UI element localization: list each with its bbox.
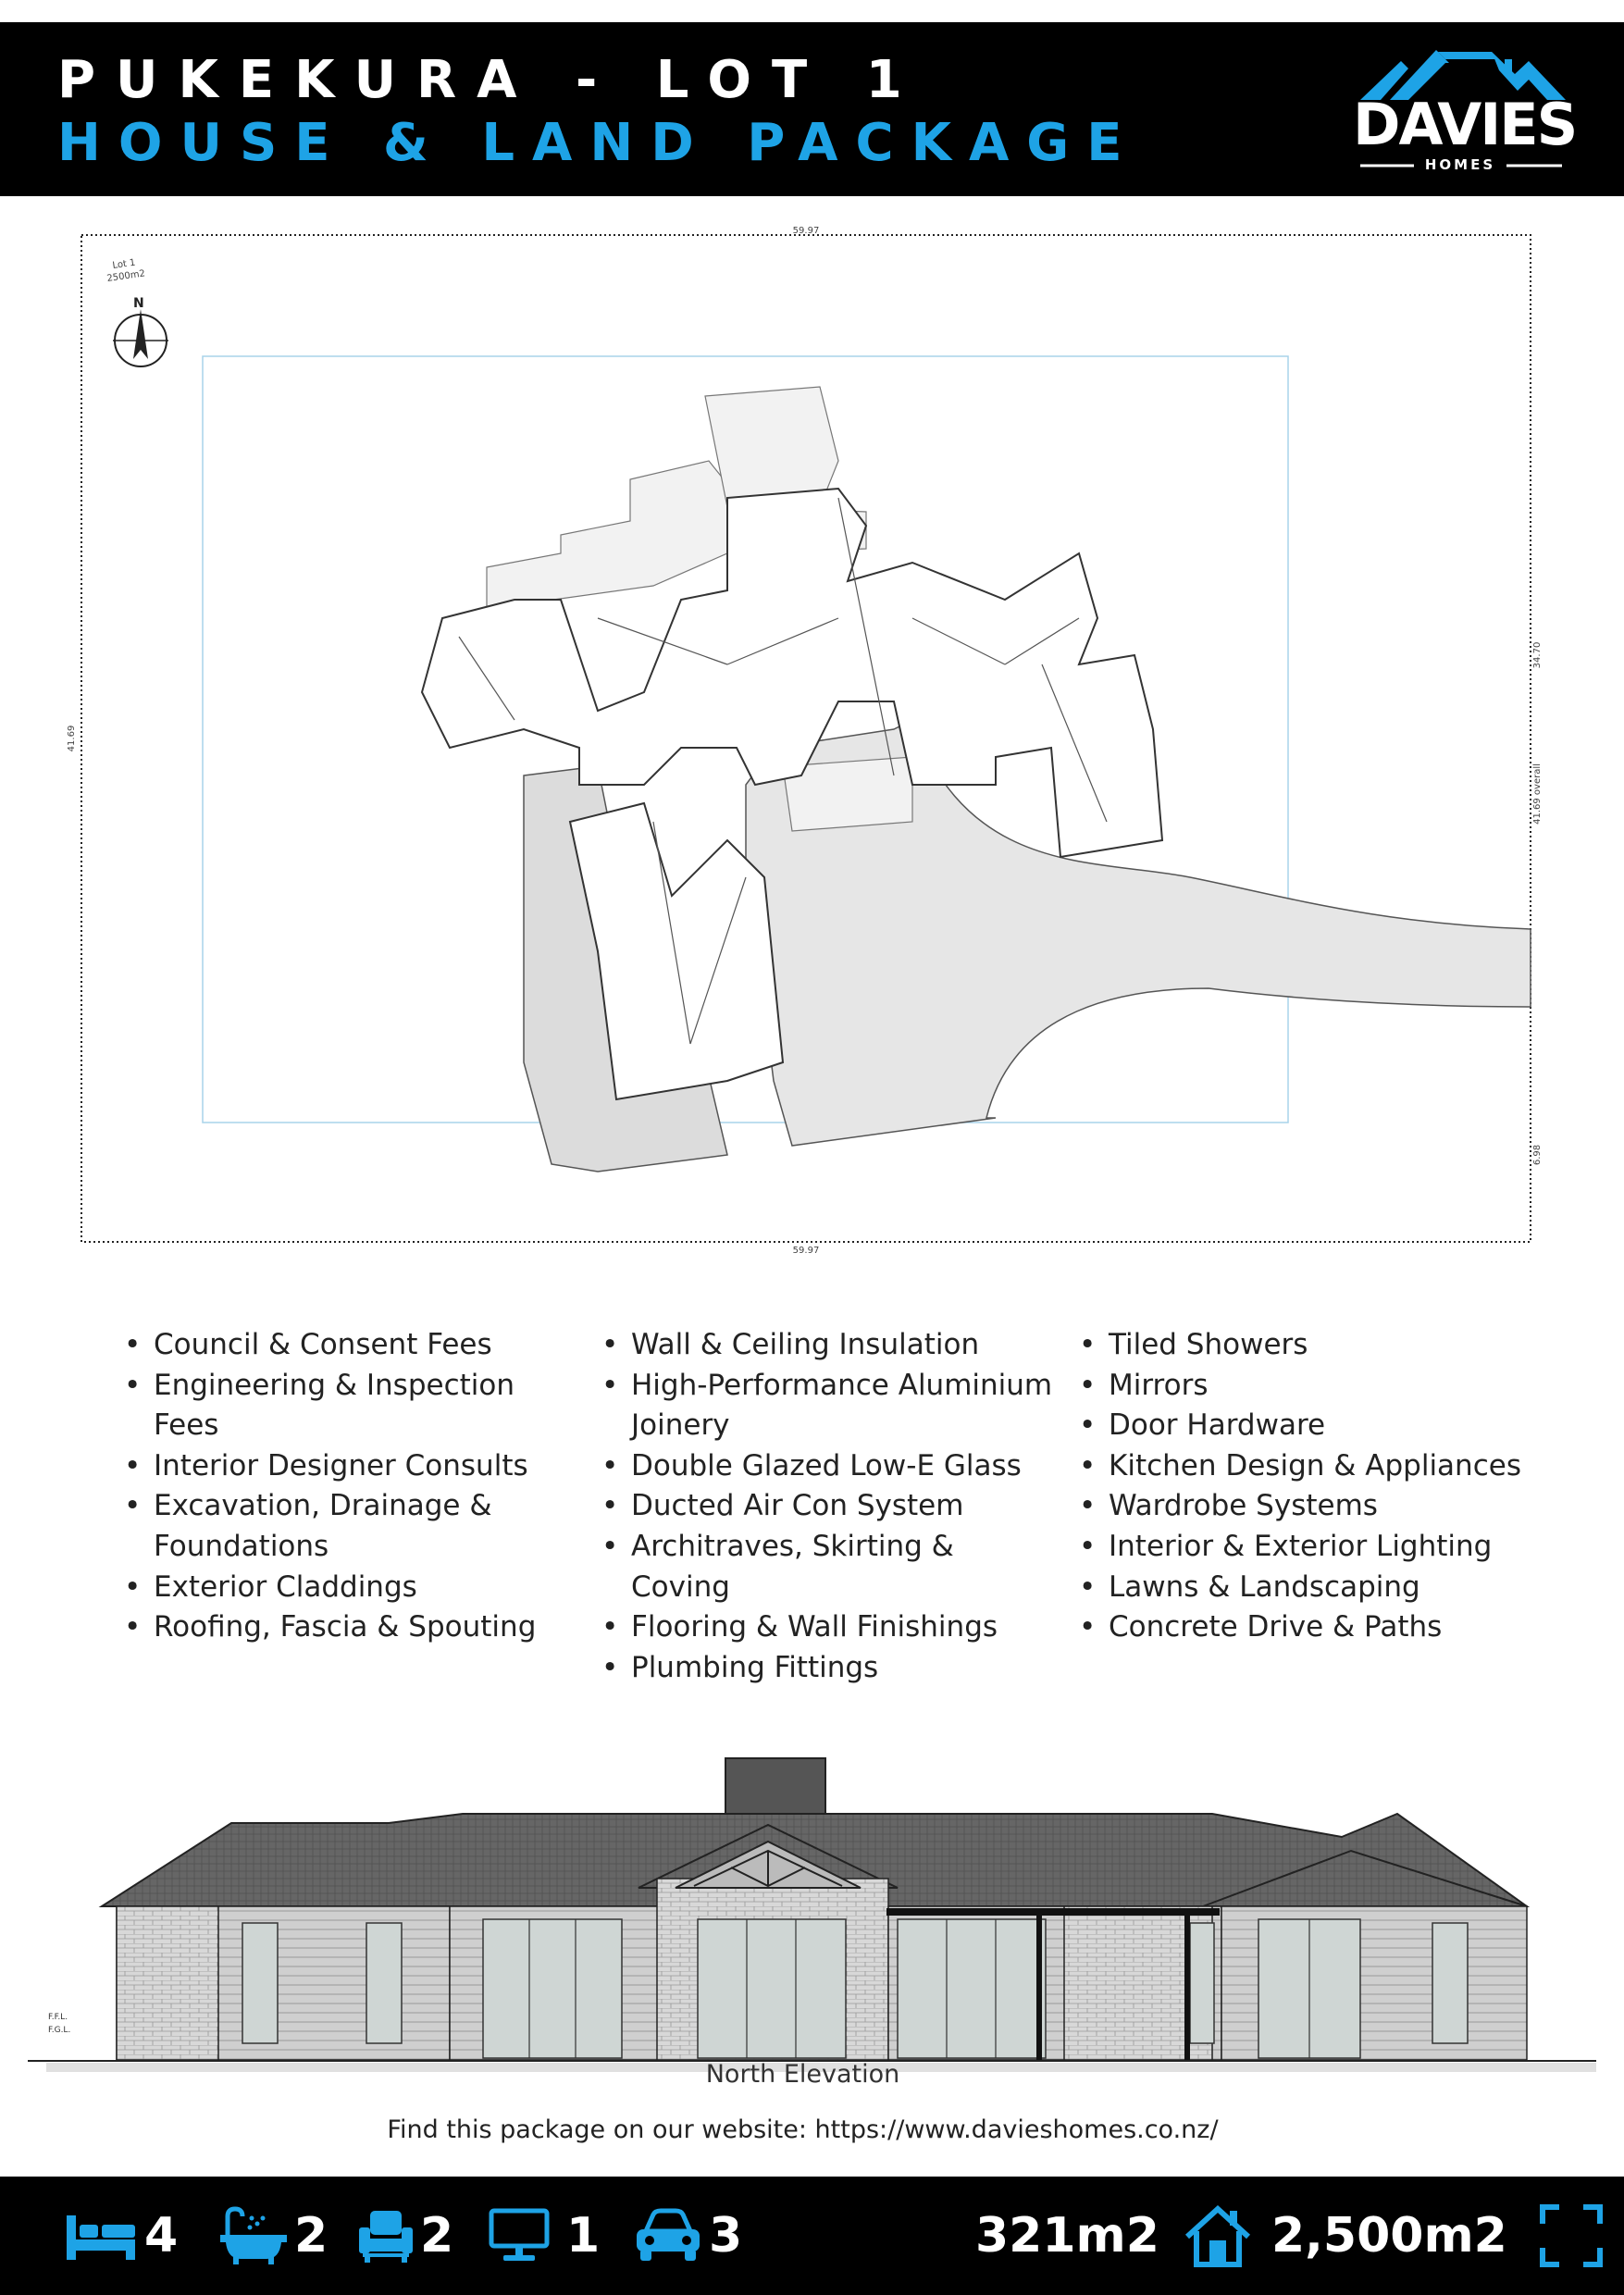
feature-item: • Roofing, Fascia & Spouting	[120, 1607, 583, 1648]
feature-item: • Plumbing Fittings	[598, 1648, 1060, 1689]
land-area-icon	[1539, 2203, 1604, 2268]
feature-column-1	[120, 1325, 583, 1648]
study-count: 1	[566, 2208, 601, 2264]
feature-item: • Wall & Ceiling Insulation	[598, 1325, 1060, 1366]
house-icon	[1184, 2203, 1252, 2268]
dim-top: 59.97	[792, 226, 820, 236]
feature-list	[120, 1325, 1527, 1684]
site-plan-drawing	[67, 226, 1543, 1256]
feature-item: • Lawns & Landscaping	[1075, 1568, 1538, 1608]
feature-item: • Architraves, Skirting & Coving	[598, 1527, 1060, 1607]
bed-icon	[63, 2208, 139, 2264]
site-plan	[67, 226, 1543, 1256]
dim-bottom: 59.97	[792, 1246, 820, 1256]
land-area-stat	[1271, 2177, 1604, 2295]
feature-column-3	[1075, 1325, 1538, 1648]
logo-wordmark: DAVIES	[1353, 91, 1577, 158]
north-label: N	[133, 296, 144, 311]
feature-item: • Exterior Claddings	[120, 1568, 583, 1608]
feature-item: • Interior Designer Consults	[120, 1446, 583, 1487]
bath-icon	[218, 2205, 289, 2266]
feature-item: • Interior & Exterior Lighting	[1075, 1527, 1538, 1568]
fgl-label: F.G.L.	[48, 2026, 71, 2035]
car-icon	[633, 2207, 703, 2264]
veranda-post	[1036, 1908, 1042, 2062]
feature-item: • Flooring & Wall Finishings	[598, 1607, 1060, 1648]
bathrooms-stat	[218, 2177, 328, 2295]
dim-left: 41.69	[67, 725, 77, 752]
monitor-icon	[489, 2207, 550, 2264]
feature-item: • Double Glazed Low-E Glass	[598, 1446, 1060, 1487]
dim-right-upper: 34.70	[1532, 641, 1543, 669]
bathrooms-count: 2	[294, 2208, 329, 2264]
feature-column-2	[598, 1325, 1060, 1688]
land-area-value: 2,500m2	[1271, 2208, 1507, 2264]
stats-footer	[0, 2177, 1624, 2295]
living-count: 2	[420, 2208, 454, 2264]
header-banner	[0, 22, 1624, 196]
website-line[interactable]: Find this package on our website: https://www.davieshomes.co.nz/	[387, 2115, 1219, 2144]
feature-item: • Tiled Showers	[1075, 1325, 1538, 1366]
feature-item: • High-Performance Aluminium Joinery	[598, 1366, 1060, 1446]
garage-stat	[633, 2177, 742, 2295]
living-stat	[357, 2177, 453, 2295]
feature-item: • Door Hardware	[1075, 1406, 1538, 1446]
floor-area-stat	[975, 2177, 1252, 2295]
ffl-label: F.F.L.	[48, 2013, 68, 2022]
garage-count: 3	[709, 2208, 743, 2264]
north-elevation-drawing	[28, 1749, 1596, 2068]
logo-subtitle: HOMES	[1424, 156, 1496, 173]
feature-item: • Kitchen Design & Appliances	[1075, 1446, 1538, 1487]
lot-label: Lot 1	[111, 257, 137, 271]
floor-area-value: 321m2	[975, 2208, 1159, 2264]
feature-item: • Mirrors	[1075, 1366, 1538, 1407]
dim-right-overall: 41.69 overall	[1532, 763, 1543, 825]
feature-item: • Wardrobe Systems	[1075, 1486, 1538, 1527]
feature-item: • Council & Consent Fees	[120, 1325, 583, 1366]
study-stat	[489, 2177, 600, 2295]
veranda-post	[1184, 1908, 1190, 2062]
north-deck	[705, 387, 838, 507]
west-brick-wall	[117, 1906, 218, 2060]
feature-item: • Ducted Air Con System	[598, 1486, 1060, 1527]
bedrooms-count: 4	[144, 2208, 179, 2264]
north-arrow-icon	[113, 296, 168, 366]
title-line-1: PUKEKURA - LOT 1	[57, 50, 923, 110]
davies-homes-logo[interactable]	[1353, 43, 1575, 181]
feature-item: • Excavation, Drainage & Foundations	[120, 1486, 583, 1567]
feature-item: • Concrete Drive & Paths	[1075, 1607, 1538, 1648]
veranda-beam	[886, 1908, 1220, 1916]
elevation-caption: North Elevation	[705, 2060, 900, 2089]
elevation-svg	[28, 1749, 1596, 2068]
lot-area-label: 2500m2	[105, 268, 146, 284]
bedrooms-stat	[63, 2177, 178, 2295]
feature-item: • Engineering & Inspection Fees	[120, 1366, 583, 1446]
title-line-2: HOUSE & LAND PACKAGE	[57, 113, 1140, 173]
armchair-icon	[357, 2207, 415, 2264]
dim-right-lower: 6.98	[1532, 1144, 1543, 1166]
